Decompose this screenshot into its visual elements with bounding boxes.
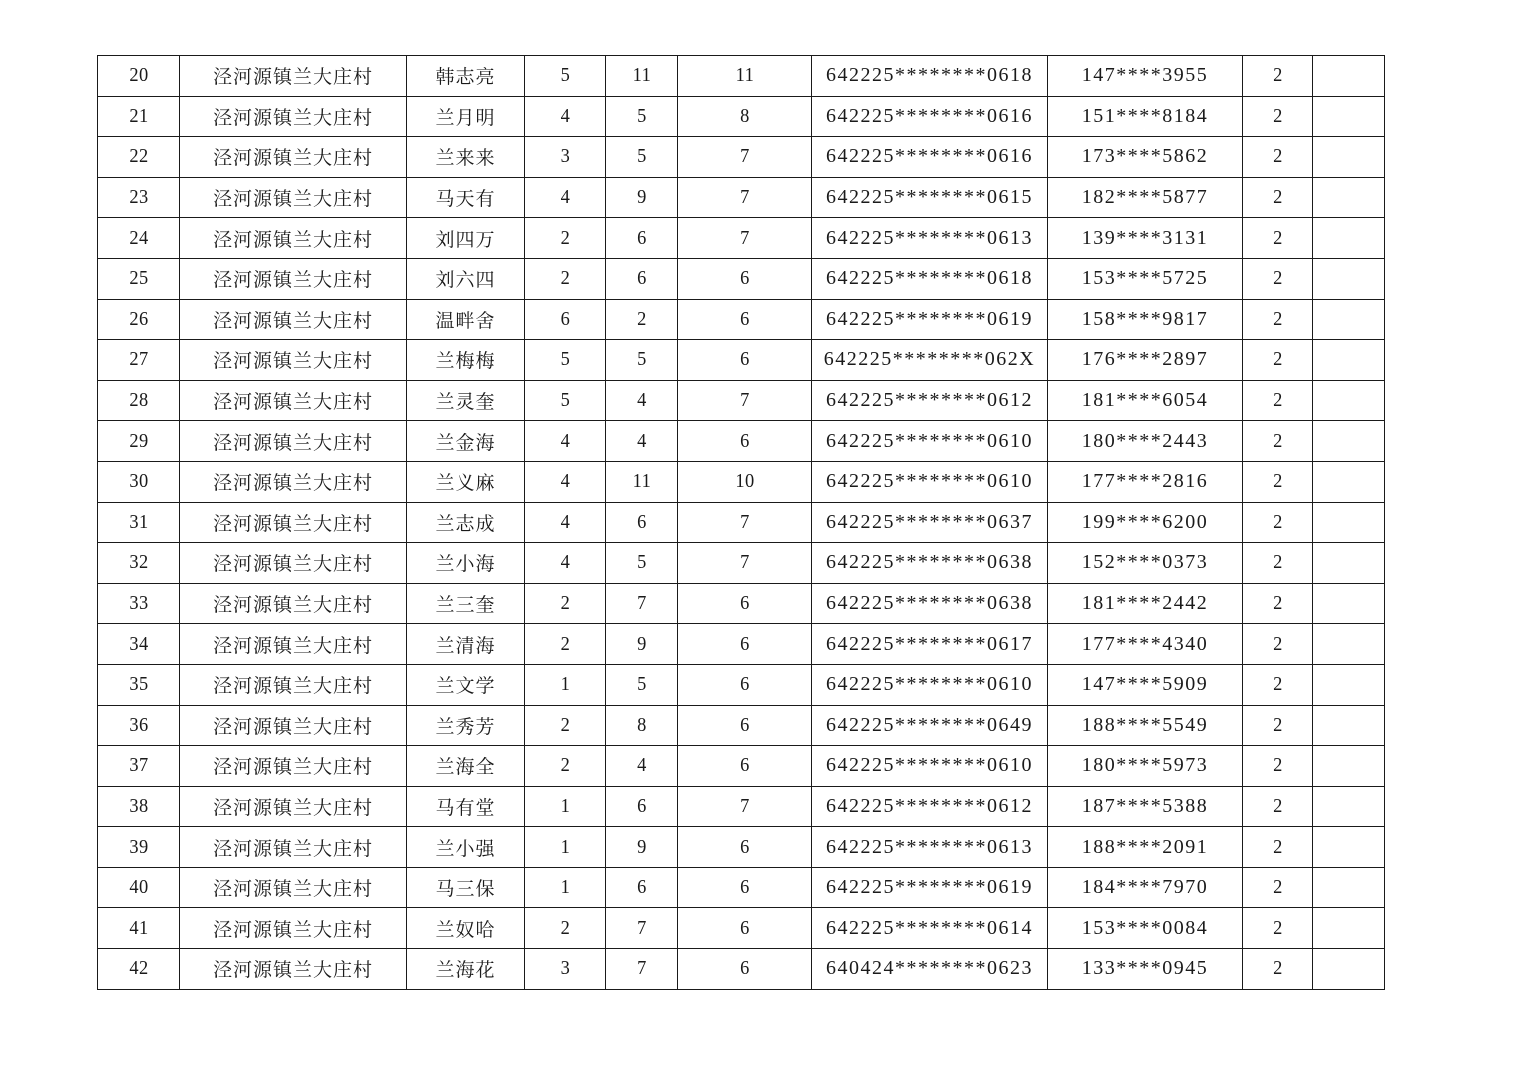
person-name-cell: 兰来来: [407, 137, 525, 178]
row-number-cell: 36: [101, 705, 176, 746]
count-cell-2: 11: [608, 461, 674, 502]
table-row: [98, 908, 1385, 949]
phone-number-cell: 188****2091: [1048, 827, 1243, 868]
row-number-cell: 22: [101, 137, 176, 178]
person-name-cell: 兰奴哈: [407, 908, 525, 949]
phone-number-cell: 182****5877: [1048, 177, 1243, 218]
note-cell: [1315, 421, 1381, 462]
count-cell-1: 1: [528, 664, 603, 705]
note-cell: [1315, 583, 1381, 624]
count-cell-4: 2: [1245, 746, 1309, 787]
note-cell: [1315, 908, 1381, 949]
table-row: [98, 867, 1385, 908]
person-name-cell: 马天有: [407, 177, 525, 218]
count-cell-1: 1: [528, 867, 603, 908]
village-cell: 泾河源镇兰大庄村: [180, 96, 407, 137]
count-cell-3: 7: [683, 786, 806, 827]
count-cell-3: 6: [683, 908, 806, 949]
phone-number-cell: 147****5909: [1048, 664, 1243, 705]
count-cell-3: 7: [683, 177, 806, 218]
count-cell-4: 2: [1245, 421, 1309, 462]
phone-number-cell: 147****3955: [1048, 56, 1243, 97]
phone-number-cell: 153****0084: [1048, 908, 1243, 949]
count-cell-2: 7: [608, 583, 674, 624]
phone-number-cell: 152****0373: [1048, 543, 1243, 584]
count-cell-2: 8: [608, 705, 674, 746]
village-cell: 泾河源镇兰大庄村: [180, 746, 407, 787]
table-row: [98, 56, 1385, 97]
count-cell-2: 5: [608, 96, 674, 137]
count-cell-3: 6: [683, 258, 806, 299]
count-cell-1: 2: [528, 583, 603, 624]
note-cell: [1315, 96, 1381, 137]
person-name-cell: 韩志亮: [407, 56, 525, 97]
count-cell-4: 2: [1245, 177, 1309, 218]
row-number-cell: 41: [101, 908, 176, 949]
id-number-cell: 642225********0649: [812, 705, 1048, 746]
village-cell: 泾河源镇兰大庄村: [180, 461, 407, 502]
village-cell: 泾河源镇兰大庄村: [180, 380, 407, 421]
count-cell-2: 4: [608, 421, 674, 462]
count-cell-3: 6: [683, 583, 806, 624]
count-cell-3: 10: [683, 461, 806, 502]
count-cell-4: 2: [1245, 218, 1309, 259]
count-cell-1: 6: [528, 299, 603, 340]
row-number-cell: 24: [101, 218, 176, 259]
count-cell-2: 9: [608, 177, 674, 218]
id-number-cell: 642225********0637: [812, 502, 1048, 543]
roster-table: [97, 55, 1385, 990]
row-number-cell: 28: [101, 380, 176, 421]
count-cell-3: 7: [683, 380, 806, 421]
village-cell: 泾河源镇兰大庄村: [180, 583, 407, 624]
count-cell-1: 3: [528, 949, 603, 990]
note-cell: [1315, 746, 1381, 787]
person-name-cell: 兰义麻: [407, 461, 525, 502]
note-cell: [1315, 340, 1381, 381]
person-name-cell: 温畔舍: [407, 299, 525, 340]
count-cell-4: 2: [1245, 299, 1309, 340]
phone-number-cell: 151****8184: [1048, 96, 1243, 137]
village-cell: 泾河源镇兰大庄村: [180, 949, 407, 990]
row-number-cell: 30: [101, 461, 176, 502]
count-cell-2: 6: [608, 502, 674, 543]
count-cell-4: 2: [1245, 786, 1309, 827]
village-cell: 泾河源镇兰大庄村: [180, 502, 407, 543]
person-name-cell: 兰海全: [407, 746, 525, 787]
id-number-cell: 642225********0638: [812, 583, 1048, 624]
count-cell-3: 6: [683, 624, 806, 665]
count-cell-2: 9: [608, 827, 674, 868]
table-row: [98, 96, 1385, 137]
count-cell-3: 8: [683, 96, 806, 137]
table-row: [98, 543, 1385, 584]
count-cell-2: 6: [608, 258, 674, 299]
count-cell-2: 6: [608, 867, 674, 908]
count-cell-2: 5: [608, 340, 674, 381]
row-number-cell: 25: [101, 258, 176, 299]
row-number-cell: 32: [101, 543, 176, 584]
id-number-cell: 642225********0613: [812, 218, 1048, 259]
phone-number-cell: 180****2443: [1048, 421, 1243, 462]
village-cell: 泾河源镇兰大庄村: [180, 664, 407, 705]
table-row: [98, 340, 1385, 381]
person-name-cell: 兰志成: [407, 502, 525, 543]
id-number-cell: 642225********0616: [812, 137, 1048, 178]
count-cell-3: 7: [683, 502, 806, 543]
row-number-cell: 42: [101, 949, 176, 990]
table-row: [98, 461, 1385, 502]
village-cell: 泾河源镇兰大庄村: [180, 421, 407, 462]
person-name-cell: 兰小强: [407, 827, 525, 868]
count-cell-3: 7: [683, 137, 806, 178]
id-number-cell: 642225********0610: [812, 421, 1048, 462]
row-number-cell: 27: [101, 340, 176, 381]
count-cell-3: 6: [683, 421, 806, 462]
person-name-cell: 马有堂: [407, 786, 525, 827]
count-cell-4: 2: [1245, 56, 1309, 97]
person-name-cell: 兰海花: [407, 949, 525, 990]
phone-number-cell: 139****3131: [1048, 218, 1243, 259]
count-cell-3: 11: [683, 56, 806, 97]
person-name-cell: 兰文学: [407, 664, 525, 705]
id-number-cell: 640424********0623: [812, 949, 1048, 990]
count-cell-4: 2: [1245, 137, 1309, 178]
table-row: [98, 218, 1385, 259]
phone-number-cell: 199****6200: [1048, 502, 1243, 543]
phone-number-cell: 158****9817: [1048, 299, 1243, 340]
count-cell-2: 7: [608, 949, 674, 990]
table-row: [98, 786, 1385, 827]
note-cell: [1315, 664, 1381, 705]
count-cell-1: 2: [528, 218, 603, 259]
count-cell-4: 2: [1245, 664, 1309, 705]
count-cell-1: 5: [528, 380, 603, 421]
count-cell-1: 2: [528, 258, 603, 299]
count-cell-1: 4: [528, 177, 603, 218]
count-cell-2: 5: [608, 543, 674, 584]
count-cell-3: 7: [683, 218, 806, 259]
count-cell-2: 2: [608, 299, 674, 340]
table-row: [98, 746, 1385, 787]
table-row: [98, 502, 1385, 543]
count-cell-2: 7: [608, 908, 674, 949]
id-number-cell: 642225********0619: [812, 867, 1048, 908]
count-cell-4: 2: [1245, 908, 1309, 949]
count-cell-1: 3: [528, 137, 603, 178]
id-number-cell: 642225********0612: [812, 786, 1048, 827]
count-cell-4: 2: [1245, 543, 1309, 584]
table-row: [98, 137, 1385, 178]
village-cell: 泾河源镇兰大庄村: [180, 218, 407, 259]
row-number-cell: 37: [101, 746, 176, 787]
village-cell: 泾河源镇兰大庄村: [180, 299, 407, 340]
count-cell-3: 6: [683, 949, 806, 990]
phone-number-cell: 153****5725: [1048, 258, 1243, 299]
row-number-cell: 39: [101, 827, 176, 868]
row-number-cell: 35: [101, 664, 176, 705]
id-number-cell: 642225********0610: [812, 746, 1048, 787]
table-row: [98, 949, 1385, 990]
id-number-cell: 642225********0612: [812, 380, 1048, 421]
count-cell-2: 4: [608, 380, 674, 421]
phone-number-cell: 187****5388: [1048, 786, 1243, 827]
table-row: [98, 705, 1385, 746]
table-row: [98, 299, 1385, 340]
row-number-cell: 23: [101, 177, 176, 218]
phone-number-cell: 188****5549: [1048, 705, 1243, 746]
note-cell: [1315, 786, 1381, 827]
village-cell: 泾河源镇兰大庄村: [180, 867, 407, 908]
count-cell-2: 6: [608, 218, 674, 259]
count-cell-2: 4: [608, 746, 674, 787]
note-cell: [1315, 380, 1381, 421]
phone-number-cell: 184****7970: [1048, 867, 1243, 908]
count-cell-1: 1: [528, 786, 603, 827]
phone-number-cell: 180****5973: [1048, 746, 1243, 787]
count-cell-1: 4: [528, 502, 603, 543]
table-row: [98, 380, 1385, 421]
count-cell-4: 2: [1245, 624, 1309, 665]
row-number-cell: 40: [101, 867, 176, 908]
id-number-cell: 642225********0613: [812, 827, 1048, 868]
village-cell: 泾河源镇兰大庄村: [180, 543, 407, 584]
phone-number-cell: 181****2442: [1048, 583, 1243, 624]
person-name-cell: 马三保: [407, 867, 525, 908]
id-number-cell: 642225********0610: [812, 664, 1048, 705]
count-cell-4: 2: [1245, 461, 1309, 502]
village-cell: 泾河源镇兰大庄村: [180, 137, 407, 178]
count-cell-1: 2: [528, 705, 603, 746]
count-cell-3: 6: [683, 664, 806, 705]
table-body: [98, 56, 1385, 990]
count-cell-1: 2: [528, 746, 603, 787]
count-cell-3: 6: [683, 340, 806, 381]
note-cell: [1315, 867, 1381, 908]
note-cell: [1315, 56, 1381, 97]
village-cell: 泾河源镇兰大庄村: [180, 624, 407, 665]
person-name-cell: 刘四万: [407, 218, 525, 259]
count-cell-4: 2: [1245, 705, 1309, 746]
phone-number-cell: 133****0945: [1048, 949, 1243, 990]
village-cell: 泾河源镇兰大庄村: [180, 786, 407, 827]
count-cell-1: 2: [528, 908, 603, 949]
count-cell-4: 2: [1245, 502, 1309, 543]
note-cell: [1315, 461, 1381, 502]
person-name-cell: 兰小海: [407, 543, 525, 584]
table-row: [98, 258, 1385, 299]
count-cell-2: 9: [608, 624, 674, 665]
id-number-cell: 642225********0638: [812, 543, 1048, 584]
count-cell-4: 2: [1245, 867, 1309, 908]
count-cell-1: 2: [528, 624, 603, 665]
row-number-cell: 29: [101, 421, 176, 462]
count-cell-4: 2: [1245, 827, 1309, 868]
note-cell: [1315, 502, 1381, 543]
count-cell-4: 2: [1245, 380, 1309, 421]
table-row: [98, 177, 1385, 218]
count-cell-2: 5: [608, 137, 674, 178]
row-number-cell: 20: [101, 56, 176, 97]
id-number-cell: 642225********0614: [812, 908, 1048, 949]
count-cell-3: 6: [683, 746, 806, 787]
table-row: [98, 664, 1385, 705]
note-cell: [1315, 543, 1381, 584]
note-cell: [1315, 177, 1381, 218]
id-number-cell: 642225********062X: [812, 340, 1048, 381]
note-cell: [1315, 218, 1381, 259]
phone-number-cell: 173****5862: [1048, 137, 1243, 178]
count-cell-4: 2: [1245, 583, 1309, 624]
count-cell-4: 2: [1245, 340, 1309, 381]
person-name-cell: 兰清海: [407, 624, 525, 665]
count-cell-4: 2: [1245, 96, 1309, 137]
id-number-cell: 642225********0615: [812, 177, 1048, 218]
count-cell-1: 4: [528, 96, 603, 137]
village-cell: 泾河源镇兰大庄村: [180, 258, 407, 299]
id-number-cell: 642225********0616: [812, 96, 1048, 137]
count-cell-1: 5: [528, 340, 603, 381]
count-cell-3: 6: [683, 827, 806, 868]
table-row: [98, 827, 1385, 868]
phone-number-cell: 177****2816: [1048, 461, 1243, 502]
person-name-cell: 兰灵奎: [407, 380, 525, 421]
count-cell-1: 1: [528, 827, 603, 868]
phone-number-cell: 177****4340: [1048, 624, 1243, 665]
table-row: [98, 421, 1385, 462]
person-name-cell: 兰金海: [407, 421, 525, 462]
note-cell: [1315, 299, 1381, 340]
id-number-cell: 642225********0619: [812, 299, 1048, 340]
table-row: [98, 624, 1385, 665]
note-cell: [1315, 624, 1381, 665]
note-cell: [1315, 705, 1381, 746]
note-cell: [1315, 258, 1381, 299]
count-cell-1: 4: [528, 461, 603, 502]
person-name-cell: 兰秀芳: [407, 705, 525, 746]
row-number-cell: 33: [101, 583, 176, 624]
village-cell: 泾河源镇兰大庄村: [180, 705, 407, 746]
count-cell-3: 7: [683, 543, 806, 584]
person-name-cell: 兰梅梅: [407, 340, 525, 381]
count-cell-4: 2: [1245, 949, 1309, 990]
count-cell-3: 6: [683, 705, 806, 746]
village-cell: 泾河源镇兰大庄村: [180, 56, 407, 97]
count-cell-3: 6: [683, 867, 806, 908]
row-number-cell: 38: [101, 786, 176, 827]
count-cell-2: 11: [608, 56, 674, 97]
table-row: [98, 583, 1385, 624]
note-cell: [1315, 137, 1381, 178]
person-name-cell: 刘六四: [407, 258, 525, 299]
count-cell-2: 5: [608, 664, 674, 705]
count-cell-1: 4: [528, 421, 603, 462]
row-number-cell: 31: [101, 502, 176, 543]
phone-number-cell: 176****2897: [1048, 340, 1243, 381]
count-cell-3: 6: [683, 299, 806, 340]
count-cell-2: 6: [608, 786, 674, 827]
village-cell: 泾河源镇兰大庄村: [180, 827, 407, 868]
village-cell: 泾河源镇兰大庄村: [180, 908, 407, 949]
id-number-cell: 642225********0618: [812, 56, 1048, 97]
id-number-cell: 642225********0617: [812, 624, 1048, 665]
count-cell-1: 5: [528, 56, 603, 97]
person-name-cell: 兰月明: [407, 96, 525, 137]
note-cell: [1315, 827, 1381, 868]
id-number-cell: 642225********0610: [812, 461, 1048, 502]
person-name-cell: 兰三奎: [407, 583, 525, 624]
note-cell: [1315, 949, 1381, 990]
count-cell-4: 2: [1245, 258, 1309, 299]
id-number-cell: 642225********0618: [812, 258, 1048, 299]
row-number-cell: 21: [101, 96, 176, 137]
row-number-cell: 34: [101, 624, 176, 665]
village-cell: 泾河源镇兰大庄村: [180, 340, 407, 381]
village-cell: 泾河源镇兰大庄村: [180, 177, 407, 218]
row-number-cell: 26: [101, 299, 176, 340]
phone-number-cell: 181****6054: [1048, 380, 1243, 421]
count-cell-1: 4: [528, 543, 603, 584]
